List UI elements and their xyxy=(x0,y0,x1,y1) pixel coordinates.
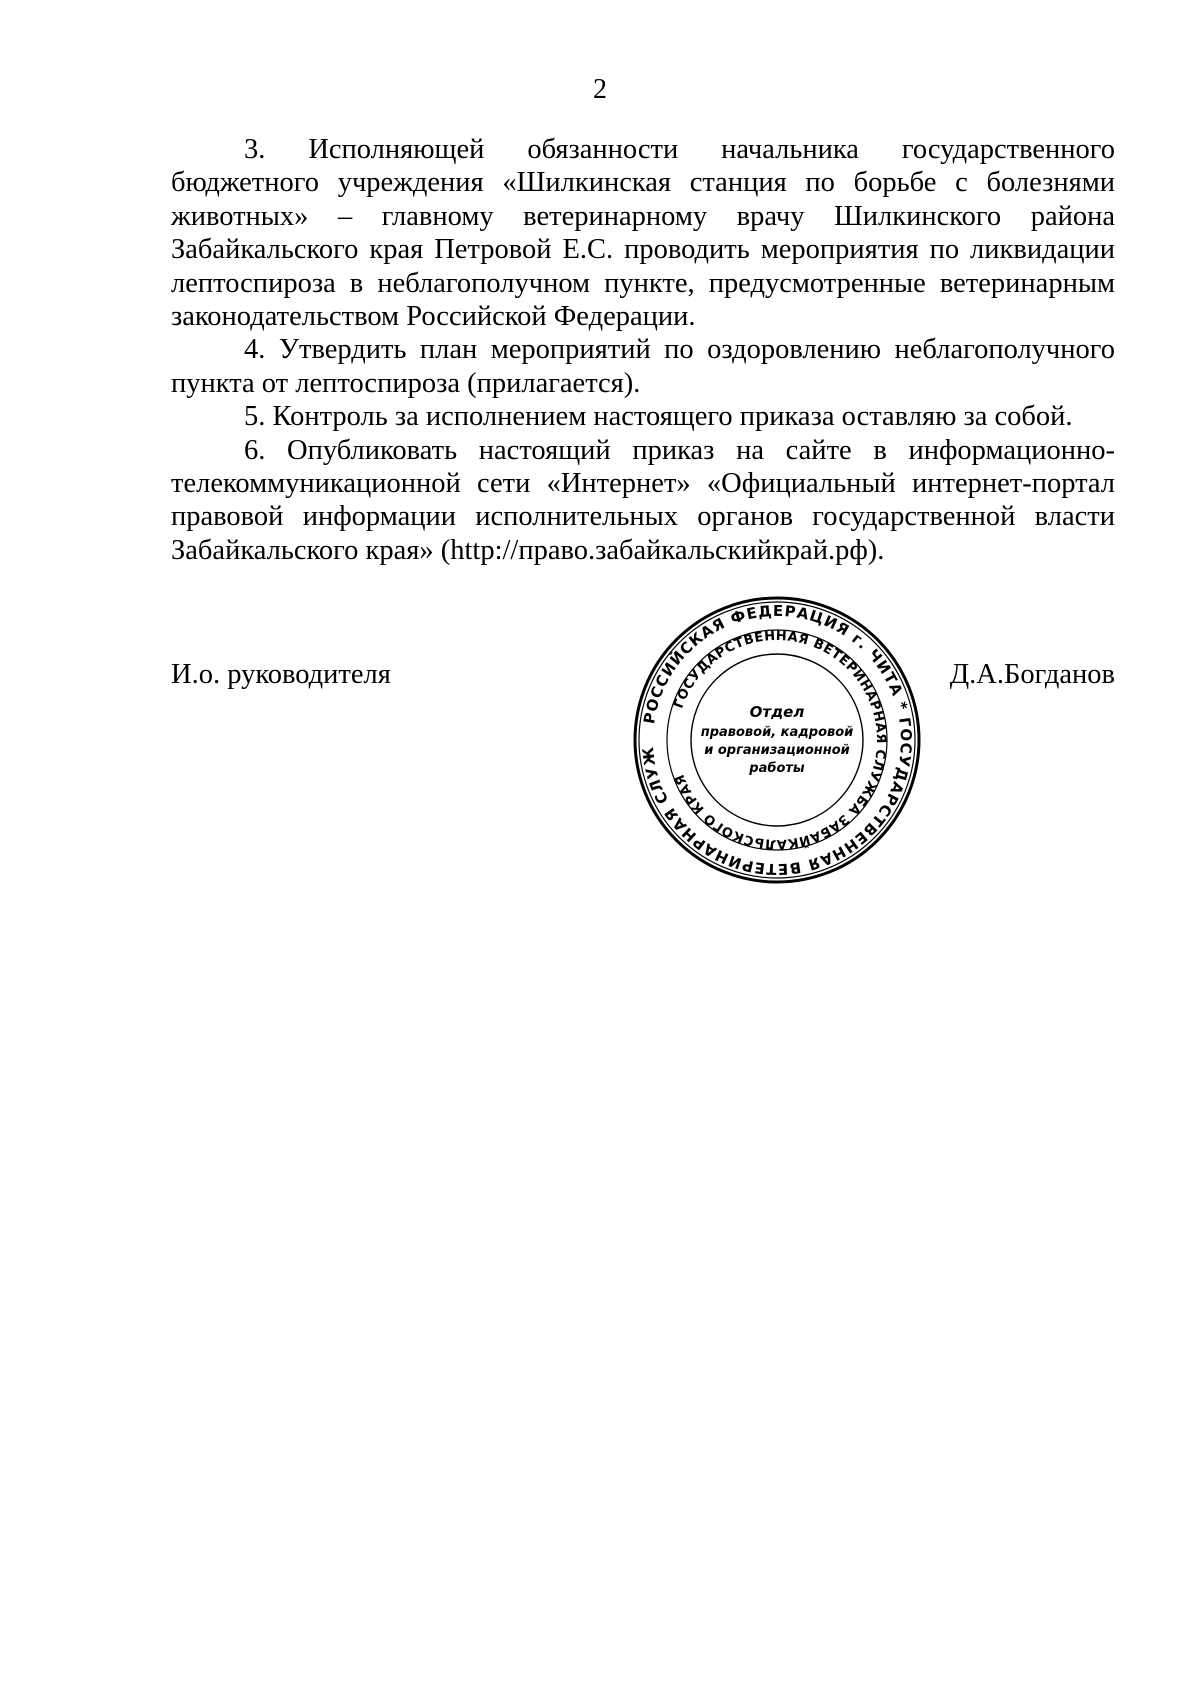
stamp-inner-text: ГОСУДАРСТВЕННАЯ ВЕТЕРИНАРНАЯ СЛУЖБА ЗАБАЙКАЛЬСКОГО КРАЯ xyxy=(671,628,889,852)
document-body xyxy=(171,133,1115,567)
signatory-name: Д.А.Богданов xyxy=(949,659,1115,690)
stamp-outer-text: РОССИЙСКАЯ ФЕДЕРАЦИЯ г. ЧИТА * ГОСУДАРСТВЕННАЯ ВЕТЕРИНАРНАЯ СЛУЖ xyxy=(638,601,916,879)
paragraph-3: 3. Исполняющей обязанности начальника государственного бюджетного учреждения «Шилкинская станция по борьбе с болезнями животных» – главному ветеринарному врачу Шилкинского района Забайкальского края Петровой Е.С. проводить мероприятия по ликвидации лептоспироза в неблагополучном пункте, предусмотренные ветеринарным законодательством Российской Федерации. xyxy=(171,134,1115,333)
paragraph-5: 5. Контроль за исполнением настоящего приказа оставляю за собой. xyxy=(244,401,1073,433)
paragraph-4: 4. Утвердить план мероприятий по оздоровлению неблагополучного пункта от лептоспироза (прилагается). xyxy=(171,334,1115,399)
stamp-seal-graphic xyxy=(632,595,922,885)
stamp-center-line-4: работы xyxy=(749,761,805,776)
stamp-center-line-3: и организационной xyxy=(704,743,850,758)
official-stamp xyxy=(632,595,922,885)
stamp-center-line-2: правовой, кадровой xyxy=(700,725,854,740)
signatory-title: И.о. руководителя xyxy=(171,659,391,690)
page-number: 2 xyxy=(593,74,607,105)
stamp-center-line-1: Отдел xyxy=(749,703,805,721)
paragraph-6: 6. Опубликовать настоящий приказ на сайте в информационно-телекоммуникационной сети «Интернет» «Официальный интернет-портал правовой информации исполнительных органов государственной власти Забайкальского края» (http://право.забайкальскийкрай.рф). xyxy=(171,434,1115,566)
